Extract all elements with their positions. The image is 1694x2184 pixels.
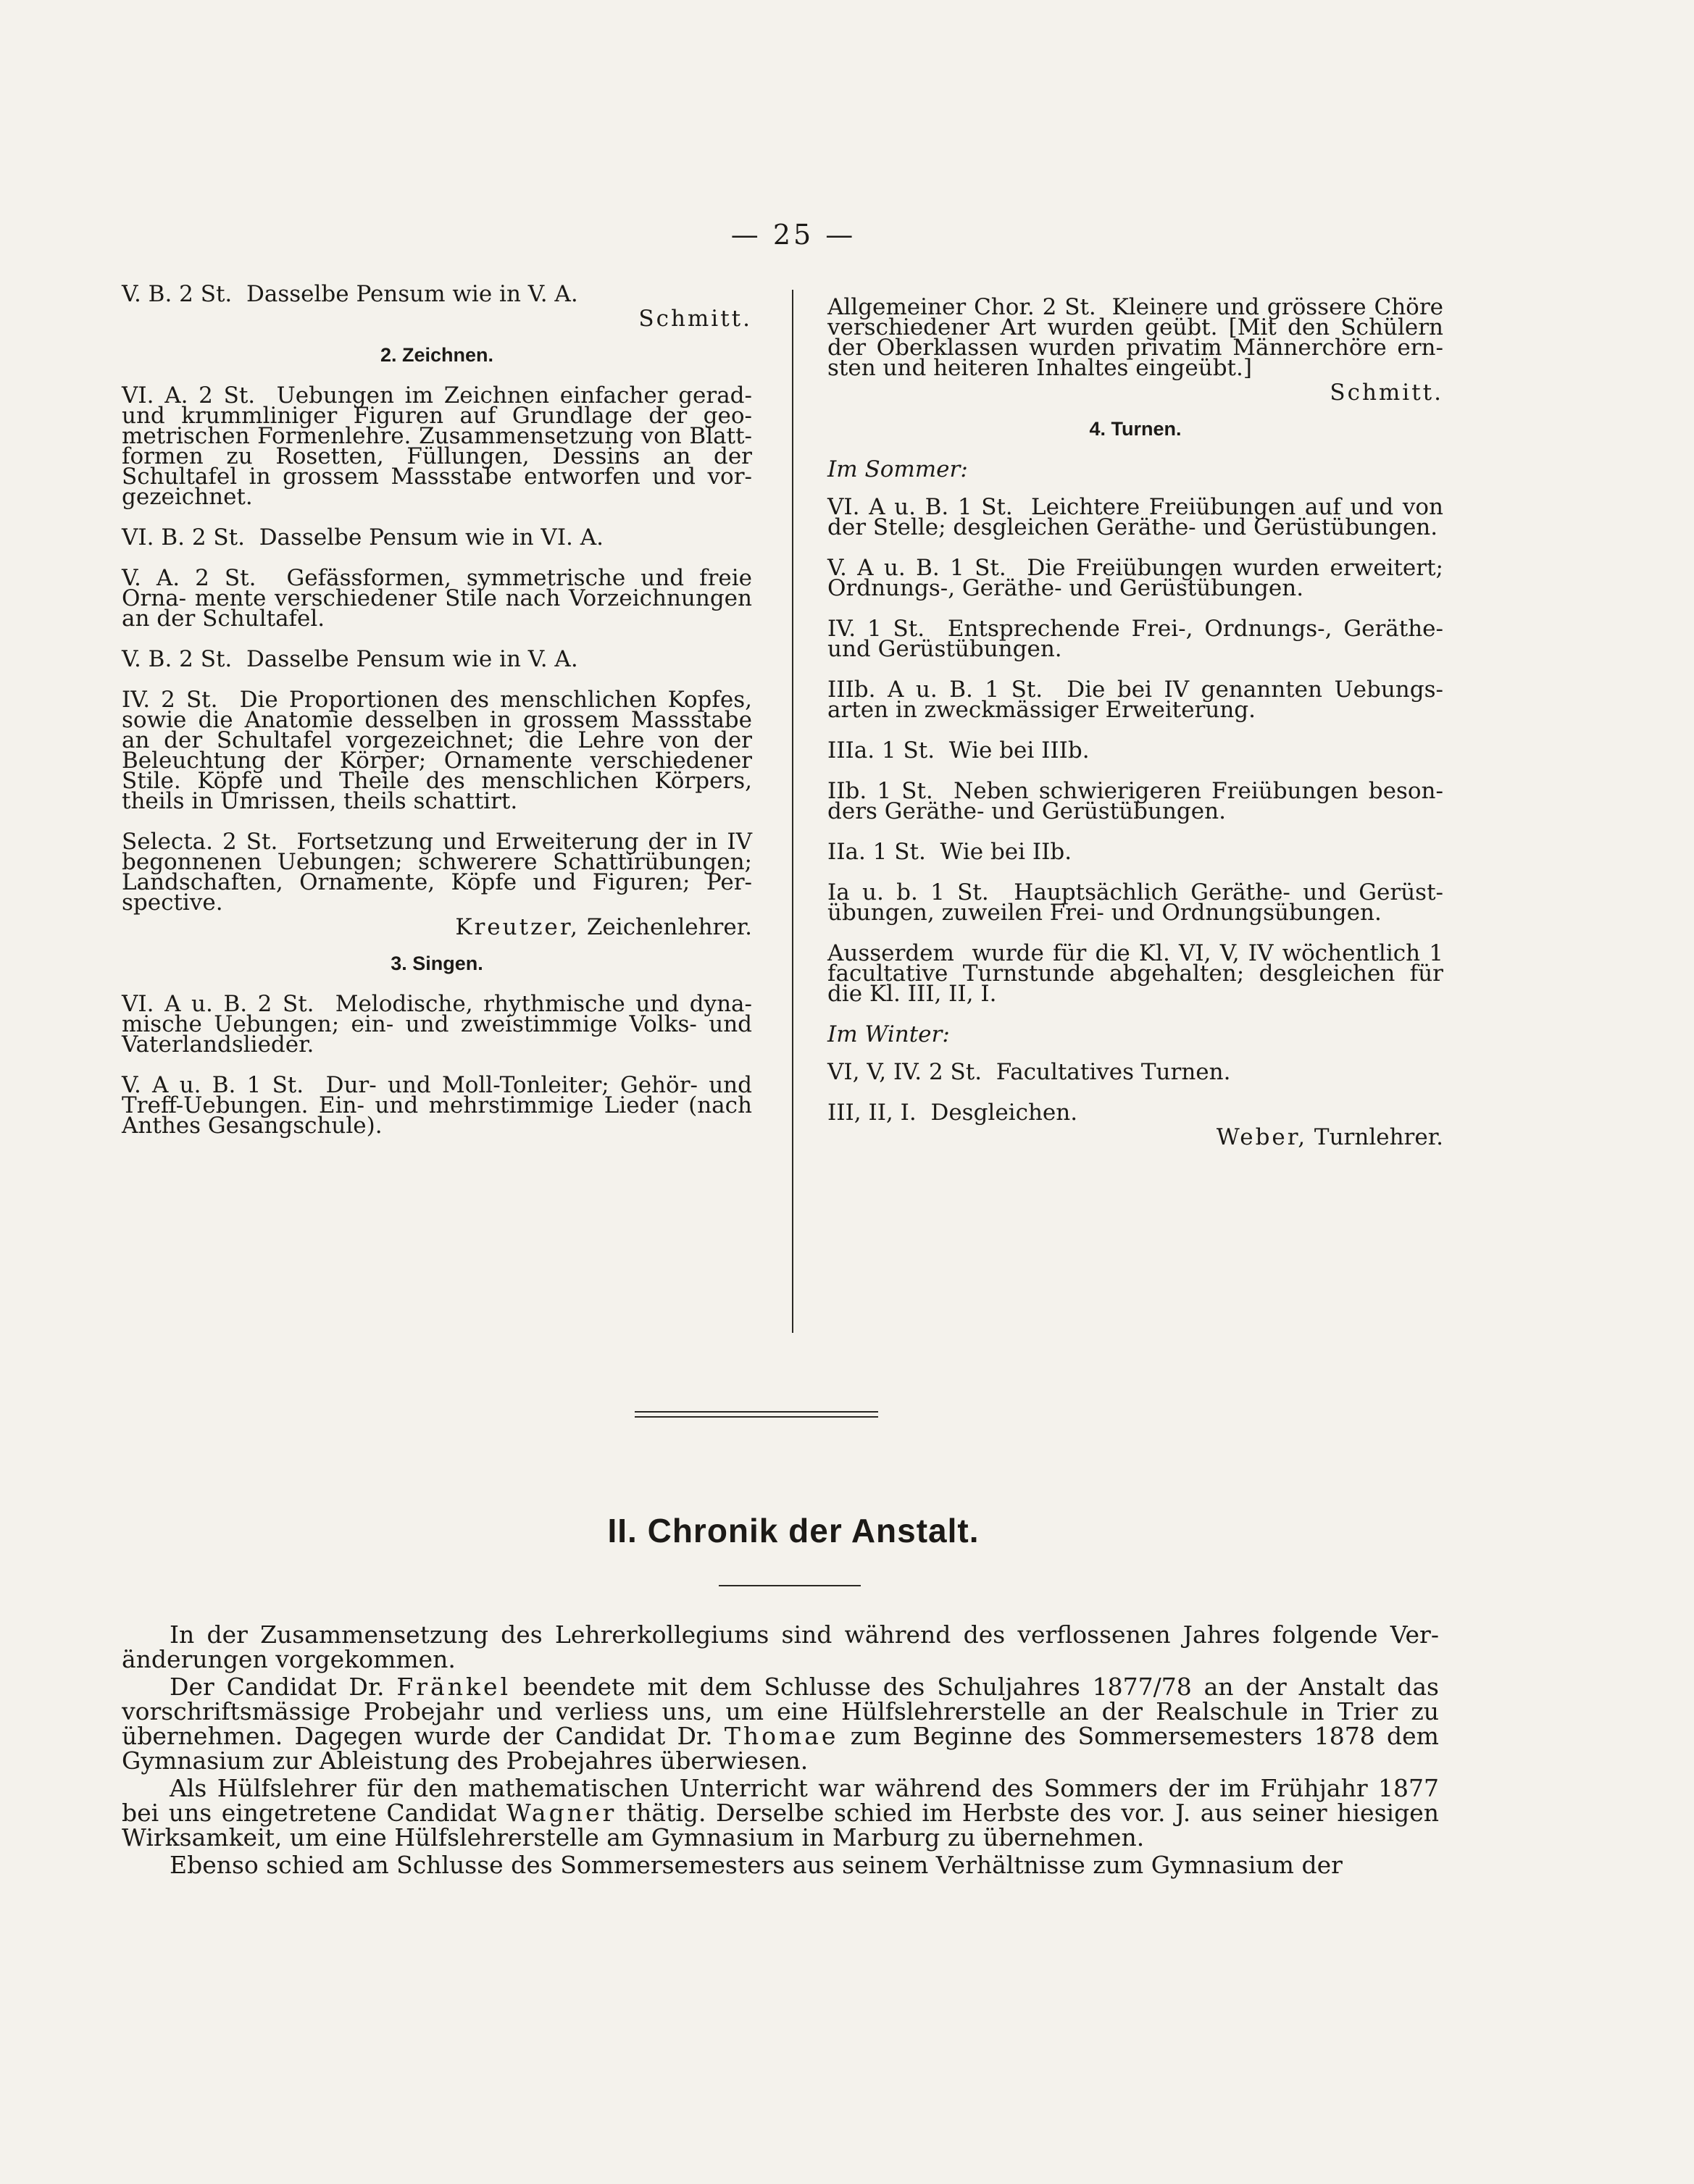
entry-text: Die Proportionen des menschlichen Kopfes, sowie die Anatomie desselben in grossem Massstabe an der Schultafel vorgezeichnet; die Lehre von der Beleuchtung der Körper; Ornamente verschiedener Stile. Köpfe und Theile des menschlichen Körpers, theils in Umrissen, theils schattirt.	[122, 687, 752, 814]
signature-kreutzer	[122, 914, 752, 940]
subheading-text: Im Winter:	[827, 1021, 950, 1047]
entry-text: Die Freiübungen wurden erweitert; Ordnungs-, Geräthe- und Gerüstübungen.	[827, 555, 1443, 601]
chronicle-text	[122, 1620, 1439, 1880]
text-run: Der Candidat Dr.	[170, 1673, 385, 1701]
entry-allgemeiner-chor	[827, 294, 1443, 381]
text-run: beendete mit dem Schlusse des Schuljahres 1877/78 an der Anstalt das vorschriftsmässige Probejahr und verliess uns, um eine Hülfslehrerstelle an der Realschule in Trier zu übernehmen. Dagegen wurde der Candidat Dr.	[122, 1673, 1439, 1750]
entry-label: V. A u. B. 1 St.	[827, 555, 1006, 581]
page-number: — 25 —	[730, 219, 856, 251]
entry-iv-turnen	[827, 616, 1443, 662]
entry-text: Neben schwierigeren Freiübungen beson- ders Geräthe- und Gerüstübungen.	[827, 778, 1443, 824]
entry-text: Dasselbe Pensum wie in VI. A.	[259, 524, 604, 551]
entry-text: Wie bei IIb.	[940, 839, 1072, 865]
section-title: II. Chronik der Anstalt.	[607, 1512, 980, 1549]
heading-zeichnen: 2. Zeichnen.	[380, 344, 494, 366]
double-rule-divider	[635, 1411, 878, 1418]
entry-iia-turnen	[827, 839, 1443, 865]
entry-vi-turnen	[827, 494, 1443, 540]
entry-text: Dur- und Moll-Tonleiter; Gehör- und Treff-Uebungen. Ein- und mehrstimmige Lieder (nach Anthes Gesangschule).	[122, 1072, 752, 1139]
person-name: Thomae	[724, 1722, 839, 1750]
chronicle-paragraph: Ebenso schied am Schlusse des Sommersemesters aus seinem Verhältnisse zum Gymnasium der	[170, 1851, 1343, 1879]
entry-text: Uebungen im Zeichnen einfacher gerad- und krummliniger Figuren auf Grundlage der geo- metrischen Formenlehre. Zusammensetzung von Blatt- formen zu Rosetten, Füllungen, Dessins an der Schultafel in grossem Massstabe entworfen und vor- gezeichnet.	[122, 382, 752, 510]
entry-label: IIb. 1 St.	[827, 778, 933, 804]
entry-label: IIa. 1 St.	[827, 839, 926, 865]
text-run: Als Hülfslehrer für den mathematischen Unterricht war während des Sommers der im Frühjahr 1877 bei uns eingetretene Candidat	[122, 1774, 1439, 1827]
title-underline	[719, 1585, 861, 1586]
entry-iv-zeichnen	[122, 687, 752, 814]
entry-winter-desgleichen	[827, 1100, 1443, 1126]
entry-selecta-zeichnen	[122, 829, 752, 916]
entry-vi-a-zeichnen	[122, 382, 752, 510]
heading-turnen: 4. Turnen.	[1089, 418, 1182, 440]
entry-winter-turnen	[827, 1059, 1443, 1085]
chronicle-paragraph	[122, 1675, 1439, 1773]
entry-label: Allgemeiner Chor. 2 St.	[827, 294, 1096, 320]
text-run: thätig. Derselbe schied im Herbste des vor. J. aus seiner hiesigen Wirksamkeit, um eine Hülfslehrerstelle am Gymnasium in Marburg zu übernehmen.	[122, 1799, 1439, 1852]
signature-role: Turnlehrer.	[1314, 1124, 1443, 1150]
entry-text: Hauptsächlich Geräthe- und Gerüst- übungen, zuweilen Frei- und Ordnungsübungen.	[827, 879, 1443, 926]
entry-v-b-zeichnen	[122, 646, 752, 672]
entry-label: IIIa. 1 St.	[827, 737, 935, 763]
entry-label: IV. 2 St.	[122, 687, 218, 713]
entry-text: Gefässformen, symmetrische und freie Orna- mente verschiedener Stile nach Vorzeichnungen an der Schultafel.	[122, 565, 752, 632]
entry-label: Ia u. b. 1 St.	[827, 879, 989, 905]
entry-text: Fortsetzung und Erweiterung der in IV begonnenen Uebungen; schwerere Schattirübungen; Landschaften, Ornamente, Köpfe und Figuren; Per- spective.	[122, 829, 752, 916]
signature-weber	[827, 1124, 1443, 1150]
entry-label: VI. A u. B. 1 St.	[827, 494, 1013, 520]
entry-iiia-turnen	[827, 737, 1443, 763]
chronicle-paragraph: In der Zusammensetzung des Lehrerkollegiums sind während des verflossenen Jahres folgende Ver- änderungen vorgekommen.	[122, 1620, 1439, 1673]
subheading-text: Im Sommer:	[827, 456, 968, 482]
entry-text: Dasselbe Pensum wie in V. A.	[246, 281, 578, 307]
heading-singen: 3. Singen.	[391, 953, 483, 974]
entry-text: Entsprechende Frei-, Ordnungs-, Geräthe- und Gerüstübungen.	[827, 616, 1443, 662]
person-name: Fränkel	[396, 1673, 512, 1701]
entry-label: VI. A u. B. 2 St.	[122, 991, 314, 1017]
subheading-sommer	[827, 456, 1443, 482]
signature-role: Zeichenlehrer.	[586, 914, 752, 940]
entry-iiib-turnen	[827, 677, 1443, 723]
signature-name: Kreutzer,	[455, 914, 580, 940]
entry-ausserdem	[827, 940, 1443, 1007]
signature-name: Weber,	[1216, 1124, 1308, 1150]
entry-text: Dasselbe Pensum wie in V. A.	[246, 646, 578, 672]
entry-label: III, II, I.	[827, 1100, 917, 1126]
subheading-winter	[827, 1021, 1443, 1047]
entry-vi-b-zeichnen	[122, 524, 752, 551]
text-run: zum Beginne des Sommersemesters 1878 dem Gymnasium zur Ableistung des Probejahres überwiesen.	[122, 1722, 1439, 1775]
entry-text: Facultatives Turnen.	[996, 1059, 1231, 1085]
entry-text: Leichtere Freiübungen auf und von der Stelle; desgleichen Geräthe- und Gerüstübungen.	[827, 494, 1443, 540]
entry-v-b-pensum	[122, 281, 752, 307]
signature-schmitt: Schmitt.	[638, 306, 752, 332]
entry-text: Kleinere und grössere Chöre verschiedener Art wurden geübt. [Mit den Schülern der Oberklassen wurden privatim Männerchöre ern- sten und heiteren Inhaltes eingeübt.]	[827, 294, 1443, 381]
column-divider	[792, 290, 793, 1333]
right-column	[827, 294, 1443, 1163]
entry-v-a-zeichnen	[122, 565, 752, 632]
entry-vi-singen	[122, 991, 752, 1058]
person-name: Wagner	[506, 1799, 617, 1827]
entry-label: Ausserdem	[827, 940, 954, 966]
entry-text: Wie bei IIIb.	[948, 737, 1090, 763]
entry-label: V. A u. B. 1 St.	[122, 1072, 304, 1098]
entry-ia-turnen	[827, 879, 1443, 926]
entry-label: VI. B. 2 St.	[122, 524, 245, 551]
chronicle-paragraph	[122, 1776, 1439, 1850]
entry-label: Selecta. 2 St.	[122, 829, 278, 855]
entry-label: V. B. 2 St.	[122, 646, 233, 672]
entry-label: V. A. 2 St.	[122, 565, 256, 591]
entry-label: VI. A. 2 St.	[122, 382, 256, 409]
entry-text: Melodische, rhythmische und dyna- mische Uebungen; ein- und zweistimmige Volks- und Vaterlandslieder.	[122, 991, 752, 1058]
entry-label: VI, V, IV. 2 St.	[827, 1059, 982, 1085]
entry-label: IIIb. A u. B. 1 St.	[827, 677, 1043, 703]
entry-v-singen	[122, 1072, 752, 1139]
entry-text: wurde für die Kl. VI, V, IV wöchentlich 1 facultative Turnstunde abgehalten; desgleichen für die Kl. III, II, I.	[827, 940, 1443, 1007]
left-column	[122, 281, 752, 1156]
entry-label: IV. 1 St.	[827, 616, 925, 642]
signature-schmitt: Schmitt.	[1330, 380, 1443, 406]
entry-iib-turnen	[827, 778, 1443, 824]
entry-text: Die bei IV genannten Uebungs- arten in zweckmässiger Erweiterung.	[827, 677, 1443, 723]
entry-label: V. B. 2 St.	[122, 281, 233, 307]
entry-v-turnen	[827, 555, 1443, 601]
entry-text: Desgleichen.	[930, 1100, 1078, 1126]
